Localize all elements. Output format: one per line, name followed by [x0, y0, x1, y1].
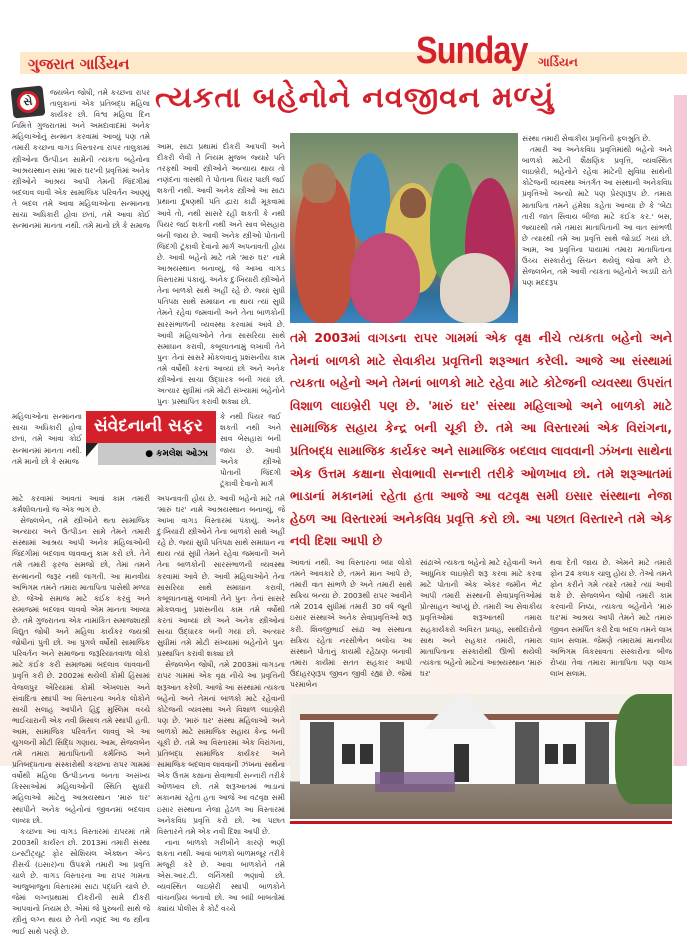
dropcap-icon — [11, 85, 46, 118]
column-1-top — [12, 87, 150, 231]
paragraph: સેજલબેન જોષી, તમે 2003માં વાગડના રાપર ગામમાં એક વૃક્ષ નીચે આ પ્રવૃત્તિની શરૂઆત કરેલી. આજે આ સંસ્થામાં ત્યકતા બહેનો અને તેમનાં બાળકો માટે રહેવાની કોટેજની વ્યવસ્થા અને વિશાળ લાઇબ્રેરી પણ છે. 'મારું ઘર' સંસ્થા મહિલાઓ અને બાળકો માટે સામાજિક સહાય કેન્દ્ર બની ચૂકી છે. તમે આ વિસ્તારમાં એક વિરાંગના, પ્રતિબદ્ધ સામાજિક કાર્યકર અને સામાજિક બદલાવ લાવવાની ઝંખના સાથેના એક ઉત્તમ કક્ષાના સેવાભાવી સન્નારી તરીકે ઓળખાવ છો. તમે શરૂઆતમાં ભાડાનાં મકાનમાં રહેતા હતા આજે આ વટવૃક્ષ સમી ઇસાર સંસ્થાના નેજા હેઠળ આ વિસ્તારમાં અનેકવિધ પ્રવૃત્તિ કરો છો. આ પછાત વિસ્તારને તમે એક નવી દિશા આપી છે. — [157, 660, 285, 836]
left-columns — [12, 87, 285, 937]
column-2-narrow: કે નથી પિયર જઈ શકતી નથી અને સાવ બેસહારા બની જાય છે. આવી અનેક સ્ત્રીઓ પોતાની જિંદગી ટૂંકાવી દેવાનો માર્ગ — [220, 412, 281, 488]
bottom-column-1 — [290, 557, 412, 690]
right-column — [522, 133, 672, 288]
headline: ત્યકતા બહેનોને નવજીવન મળ્યું — [155, 80, 555, 114]
pull-quote: તમે 2003માં વાગડના રાપર ગામમાં એક વૃક્ષ નીચે ત્યકતા બહેનો અને તેમનાં બાળકો માટે સેવાકીય પ્રવૃત્તિની શરૂઆત કરેલી. આજે આ સંસ્થામાં ત્યકતા બહેનો અને તેમનાં બાળકો માટે રહેવા માટે કોટેજની વ્યવસ્થા ઉપરાંત વિશાળ લાઇબ્રેરી પણ છે. 'મારું ઘર' સંસ્થા મહિલાઓ અને બાળકો માટે સામાજિક સહાય કેન્દ્ર બની ચૂકી છે. તમે આ વિસ્તારમાં એક વિરાંગના, પ્રતિબદ્ધ સામાજિક કાર્યકર અને સામાજિક બદલાવ લાવવાની ઝંખના સાથેના એક ઉત્તમ કક્ષાના સેવાભાવી સન્નારી તરીકે ઓળખાવ છો. તમે શરૂઆતમાં ભાડાનાં મકાનમાં રહેતા હતા આજે આ વટવૃક્ષ સમી ઇસાર સંસ્થાના નેજા હેઠળ આ વિસ્તારમાં અનેકવિધ પ્રવૃત્તિ કરો છો. આ પછાત વિસ્તારને તમે એક નવી દિશા આપી છે — [290, 331, 672, 549]
paragraph: નાના બાળકો ગરીબીને કારણે ભણી શકતા નથી. આવાં બાળકો બાળમજૂર તરીકે મજૂરી કરે છે. આવા બાળકોને તમે એસ.આર.ટી. લર્નિંગથી ભણાવો છો. વ્યવસ્થિત લાઇબ્રેરી સ્થાપી બાળકોને વાંચનપ્રિય બનાવો છો. આ બધી બાબતોમાં ક્યાંય પોલીસ કે કોર્ટ વચ્ચે — [157, 837, 285, 914]
sunday-logo-sub: ગાર્ડિયન — [538, 55, 578, 69]
dropcap-letter: સે — [16, 90, 40, 114]
masthead-brand: ગુજરાત ગાર્ડિયન — [28, 55, 130, 73]
paragraph: આવતાં નથી. આ વિસ્તારના બધા લોકો તમને આવકારે છે, તમને માન આપે છે, તમારી વાત સાંભળે છે અને તમારી સાથે સક્રિય બન્યા છે. 2003થી રાપર આવીને તમે 2014 સુધીમાં તમારી 30 વર્ષ જૂની ઇસાર સંસ્થાએ અનેક સેવાપ્રવૃત્તિઓ શરૂ કરી. શિવજીભાઈ સાંઢા આ સંસ્થાના સક્રિય રહેતા નરસીભેન બલોચ આ સંસ્થાને પોતાનું કાયમી રહેઠાણ બનાવી તમારા કાર્યમાં સતત સહકાર આપી ઉદાહરણરૂપ જીવન જીવી રહ્યાં છે. જેમાં પરમાબેન — [290, 557, 412, 689]
column-1-main — [12, 493, 150, 937]
paragraph: કચ્છના આ વાગડ વિસ્તારમાં રાપરમાં તમે 2003થી કાર્યરત છો. 2013માં તમારી સંસ્થા ઇન્સ્ટીટ્યૂટ ફોર સોશિયલ એક્શન એન્ડ રીસર્ચ (ઇસાર)ના ઉપક્રમે તમારી આ પ્રવૃત્તિ ચાલે છે. વાગડ વિસ્તારના આ રાપર ગામના આજુબાજુના વિસ્તારમાં સાટા પદ્ધતિ ચાલે છે. જેમાં લગ્નપ્રથામાં દીકરીની સામે દીકરી આપવાનો નિયમ છે. એમાં જે પુરુષની સાથે જે સ્ત્રીનું લગ્ન થાય છે તેની નણંદ આ જ સ્ત્રીના ભાઈ સાથે પરણે છે. — [12, 826, 150, 936]
paragraph: આમ, સાટા પ્રથામાં દીકરી આપવી અને દીકરી લેવી તે નિયમ મુજબ જ્યારે પતિ તરફથી આવી સ્ત્રીઓને અન્યાય થાય તો નણંદના ત્રાસથી તે પોતાના પિયર પાછી જઈ શકતી નથી. આવી અનેક સ્ત્રીઓ આ સાટા પ્રથાના દુષણથી પતિ દ્વારા કાઢી મૂકવામાં આવે તો, નથી સાસરે રહી શકતી કે નથી પિયર જઈ શકતી નથી અને સાવ બેસહારા બની જાય છે. આવી અનેક સ્ત્રીઓ પોતાની જિંદગી ટૂંકાવી દેવાનો માર્ગ અપનાવતી હોય છે. આવી બહેનો માટે તમે 'મારું ઘર' નામે આશ્રયસ્થાન બનાવ્યું, જે આખા વાગડ વિસ્તારમાં પંકાયું. અનેક દુઃખિયારી સ્ત્રીઓને તેના બાળકો સાથે અહીં રહે છે. જ્યાં સુધી પતિપક્ષ સાથે સમાધાન ના થાય ત્યાં સુધી તેમને રહેવા જમવાની અને તેના બાળકોની સારસંભાળની વ્યવસ્થા કરવામાં આવે છે. આવી મહિલાઓને તેના સાસરિયા સાથે સમાધાન કરાવી, કબૂલાતનામું લખાવી તેને પુનઃ તેનાં સાસરે મોકલવાનું પ્રશંસનીય કામ તમે વર્ષોથી કરતાં આવ્યાં છો અને અનેક સ્ત્રીઓનાં સાચા ઉદ્ધારક બની ગયાં છો. અત્યાર સુધીમાં તમે મોટી સંખ્યામાં બહેનોને પુનઃ પ્રસ્થાપિત કરાવી શક્યા છો. — [157, 142, 285, 407]
paragraph: સંસ્થા તમારી સેવાકીય પ્રવૃત્તિની ફલશ્રુતિ છે. — [522, 134, 651, 143]
paragraph: સેજલબેન, તમે સ્ત્રીઓને થતા સામાજિક અન્યાય અને ઉત્પીડન સામે તેમને તમારી સંસ્થામાં આશ્રય આપી અનેક મહિલાઓની જિંદગીમાં બદલાવ લાવવાનું કામ કરો છો. તેને તમે તમારી ફરજ સમજો છો, તેમાં તમને સન્માનની જરૂર નથી લાગતી. આ માનવીય અભિગમ તમને તમારા માતાપિતા પાસેથી મળ્યા છે. જેઓ સમાજ માટે કંઈક કરવું અને સમાજમાં બદલાવ લાવવો એમ માનતા આવ્યા છે. તમે ગુજરાતના એક નામાંકિત સમાજશાસ્ત્રી વિદ્યુત જોષી અને મહિલા કાર્યકર જયશ્રી જોષીનાં પુત્રી છો. આ પુગલે વર્ષોથી સામાજિક પરિવર્તન અને સમાજના જરૂરિયાતવાળા લોકો માટે કંઈક કરી સમાજમાં બદલાવ લાવવાની પ્રવૃત્તિ કરી છે. 2002માં થયેલી કોમી હિંસામાં વેજલપુર એરિયામાં કોમી એખલાસ અને સંવાદિતા સ્થાપી આ વિસ્તારના અનેક લોકોને સાચી સલાહ આપીને હિંદુ મુસ્લિમ વચ્ચે ભાઈચારાની એક નવી મિસાલ તમે સ્થાપી હતી. આમ, સામાજિક પરિવર્તન લાવવું એ આ યુગલની મોટી સિદ્ધિ ગણાય. આમ, સેજલબેન તમે તમારા માતાપિતાની કર્મનિષ્ઠ અને પ્રતિબદ્ધતાના સંસ્કારોથી કચ્છના રાપર ગામમાં વર્ષોથી મહિલા ઉત્પીડનના બનતા અસંખ્ય કિસ્સાઓમાં મહિલાઓની સ્થિતિ સુધારી મહિલાઓ માટેનું આશ્રયસ્થાન 'મારું ઘર' સ્થાપીને અનેક બહેનોનાં જીવનમાં બદલાવ લાવ્યા છો. — [12, 516, 150, 825]
left-main-row — [12, 493, 285, 937]
women-group-photo — [290, 133, 518, 323]
right-area — [290, 133, 672, 824]
column-label-title: સંવેદનાની સફર — [86, 411, 216, 443]
paragraph: થવા દેતી જાય છે. એમને માટે તમારો ફોન 24 કલાક ચાલુ હોય છે. તેઓ તમને ફોન કરીને ગમે ત્યારે તમારે ત્યાં આવી શકે છે. સેજલબેન જોષી તમારી કામ કરવાની નિષ્ઠા, ત્યકતા બહેનોને 'મારું ઘર'માં આશ્રય આપી તેમને માટે તમારું જીવન સમર્પિત કરી દેવા બદલ તમને લાખ લાખ સલામ. જેમણે તમારામાં માનવીય અભિગમ વિકસાવતા સંસ્કારોના બીજ રોપ્યા તેવા તમારા માતાપિતા પણ લાખ લાખ સલામ. — [550, 557, 672, 678]
bottom-column-3 — [550, 557, 672, 679]
bottom-rule — [290, 821, 672, 824]
column-1-intro: જયબેન જોષી, તમે કચ્છના રાપર તાલુકાનાં એક પ્રતિબદ્ધ મહિલા કાર્યકર છો. વિશ્વ મહિલા દિન નિમિત્તે ગુજરાતમાં અને અમદાવાદમાં અનેક મહિલાઓનું સન્માન કરવામાં આવ્યું પણ તમે તમારી કચ્છના વાગડ વિસ્તારના રાપર તાલુકામાં સ્ત્રીઓના ઉત્પીડન સામેની ત્યકતા બહેનોના આશ્રયસ્થાન સમા 'મારું ઘર'ની પ્રવૃત્તિમાં અનેક સ્ત્રીઓને આશ્રય આપી તેમની જિંદગીમાં બદલાવ લાવી એક સામાજિક પરિવર્તન આણ્યું તે બદલ તમે આવા મહિલાઓના સન્માનના સાચા અધિકારી હોવા છતાં, તમે આવા કોઈ સન્માનમાં માનતા નથી. તમે માનો છો કે સમાજ — [12, 88, 150, 231]
paragraph: તમારી આ અનેકવિધ પ્રવૃત્તિમાંથી બહેનો અને બાળકો માટેની શૈક્ષણિક પ્રવૃત્તિ, વ્યવસ્થિત લાઇબ્રેરી, બહેનોને રહેવા માટેની સુવિધા સાથેની કોટેજની વ્યવસ્થા અંતર્ગત આ સંસ્થાની અનેકવિધ પ્રવૃત્તિઓ અન્યો માટે પણ પ્રેરણારૂપ છે. તમારા માતાપિતા તમને હંમેશા કહેતા આવ્યા છે કે 'બેટા તારી જાત સિવાય બીજા માટે કંઈક કર.' બસ, જ્યારથી તમે તમારા માતાપિતાની આ વાત સાંભળી છે ત્યારથી તમે આ પ્રવૃત્તિ સાથે જોડાઈ ગયાં છો. આમ, આ પ્રવૃત્તિના પાયામાં તમારા માતાપિતાના ઉચ્ચ સંસ્કારોનું સિંચન થયેલું જોવા મળે છે. સેજલબેન, તમે આવી ત્યકતા બહેનોને અડધી રાતે પણ મદદરૂપ — [522, 145, 672, 288]
label-corner — [86, 443, 98, 457]
paragraph: માટે કરવામાં આવતાં આવાં કામ તમારી કર્મશીલતાનો જ એક ભાગ છે. — [12, 493, 150, 514]
byline: ● કમલેશ ઓઝા — [98, 443, 216, 465]
label-row — [12, 411, 285, 489]
column-label — [86, 411, 216, 467]
left-top-row — [12, 87, 285, 407]
bottom-columns — [290, 557, 672, 690]
photo-row — [290, 133, 672, 323]
paragraph: સાંઢાએ ત્યકતા બહેનો માટે રહેવાની અને આધુનિક લાઇબ્રેરી શરૂ કરવા માટે કરવા માટે પોતાની એક એકર જમીન ભેટ આપી તમારી સંસ્થાની સેવાપ્રવૃત્તિઓમાં પ્રોત્સાહન આપ્યું છે. તમારી આ સેવાકીય પ્રવૃત્તિઓમાં શરૂઆતથી તમારા સહકાર્યકરો અવિરત પ્રવાહ, સાથીદારોનો સાથ અને સહકાર તમારી, તમારા માતાપિતાના સંસ્કારોથી ઊભી થયેલી ત્યકતા બહેનો માટેનાં આશ્રયસ્થાન 'મારું ઘર' — [420, 557, 542, 678]
column-2-main: અપનાવતી હોય છે. આવી બહેનો માટે તમે 'મારું ઘર' નામે આશ્રયસ્થાન બનાવ્યું, જે આખા વાગડ વિસ્તારમાં પંકાયું. અનેક દુઃખિયારી સ્ત્રીઓને તેના બાળકો સાથે અહીં રહે છે. જ્યાં સુધી પતિપક્ષ સાથે સમાધાન ના થાય ત્યાં સુધી તેમને રહેવા જમવાની અને તેના બાળકોની સારસંભાળની વ્યવસ્થા કરવામાં આવે છે. આવી મહિલાઓને તેના સાસરિયા સાથે સમાધાન કરાવી, કબૂલાતનામું લખાવી તેને પુનઃ તેનાં સાસરે મોકલવાનું પ્રશંસનીય કામ તમે વર્ષોથી કરતાં આવ્યાં છો અને અનેક સ્ત્રીઓનાં સાચા ઉદ્ધારક બની ગયાં છો. અત્યાર સુધીમાં તમે મોટી સંખ્યામાં બહેનોને પુનઃ પ્રસ્થાપિત કરાવી શક્યા છો સેજલબેન જોષી, તમે 2003માં વાગડના રાપર ગામમાં એક વૃક્ષ નીચે આ પ્રવૃત્તિની શરૂઆત કરેલી. આજે આ સંસ્થામાં ત્યકતા બહેનો અને તેમનાં બાળકો માટે રહેવાની કોટેજની વ્યવસ્થા અને વિશાળ લાઇબ્રેરી પણ છે. 'મારું ઘર' સંસ્થા મહિલાઓ અને બાળકો માટે સામાજિક સહાય કેન્દ્ર બની ચૂકી છે. તમે આ વિસ્તારમાં એક વિરાંગના, પ્રતિબદ્ધ સામાજિક કાર્યકર અને સામાજિક બદલાવ લાવવાની ઝંખના સાથેના એક ઉત્તમ કક્ષાના સેવાભાવી સન્નારી તરીકે ઓળખાવ છો. તમે શરૂઆતમાં ભાડાનાં મકાનમાં રહેતા હતા આજે આ વટવૃક્ષ સમી ઇસાર સંસ્થાના નેજા હેઠળ આ વિસ્તારમાં અનેકવિધ પ્રવૃત્તિ કરો છો. આ પછાત વિસ્તારને તમે એક નવી દિશા આપી છે. નાના બાળકો ગરીબીને કારણે ભણી શકતા નથી. આવાં બાળકો બાળમજૂર તરીકે મજૂરી કરે છે. આવા બાળકોને તમે એસ.આર.ટી. લર્નિંગથી ભણાવો છો. વ્યવસ્થિત લાઇબ્રેરી સ્થાપી બાળકોને વાંચનપ્રિય બનાવો છો. આ બધી બાબતોમાં ક્યાંય પોલીસ કે કોર્ટ વચ્ચે — [157, 493, 285, 914]
side-strip — [674, 95, 687, 766]
column-1-narrow: મહિલાઓના સન્માનના સાચા અધિકારી હોવા છતાં, તમે આવા કોઈ સન્માનમાં માનતા નથી. તમે માનો છો કે સમાજ — [12, 412, 82, 466]
sunday-logo: Sunday — [416, 30, 528, 72]
bottom-column-2 — [420, 557, 542, 679]
column-2-top — [157, 141, 285, 407]
shelter-building-photo — [290, 694, 672, 819]
